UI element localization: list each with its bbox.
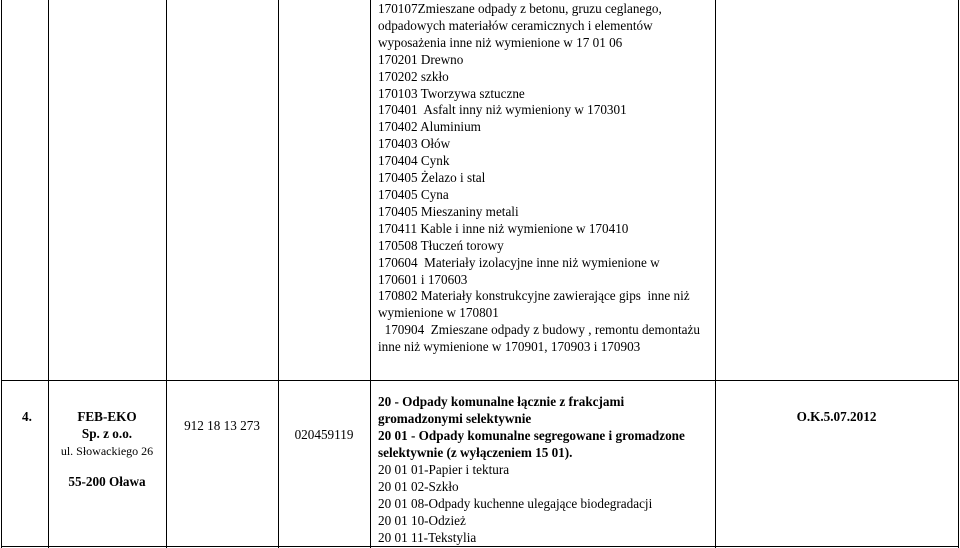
- waste-code-line: 170405 Mieszaniny metali: [378, 203, 519, 219]
- border-col-5: [715, 0, 716, 548]
- waste-code-line: 170904 Zmieszane odpady z budowy , remontu demontażu: [378, 322, 700, 338]
- waste-item-line: 20 01 01-Papier i tektura: [378, 462, 510, 477]
- waste-code-line: 170201 Drewno: [378, 51, 464, 67]
- company-street: ul. Słowackiego 26: [60, 444, 154, 458]
- phone-number: 912 18 13 273: [184, 418, 260, 433]
- waste-code-line: 170508 Tłuczeń torowy: [378, 237, 504, 253]
- waste-code-line: wymienione w 170801: [378, 305, 499, 321]
- waste-item-line: 20 01 10-Odzież: [378, 513, 466, 528]
- waste-code-line: 170202 szkło: [378, 68, 449, 84]
- waste-code-line: 170604 Materiały izolacyjne inne niż wymienione w: [378, 254, 660, 270]
- waste-header-line: selektywnie (z wyłączeniem 15 01).: [378, 445, 573, 460]
- waste-code-line: 170402 Aluminium: [378, 119, 481, 135]
- waste-description: [378, 393, 708, 546]
- waste-code-line: 170411 Kable i inne niż wymienione w 170410: [378, 220, 629, 236]
- border-col-2: [166, 0, 167, 548]
- border-row-bottom: [1, 546, 959, 547]
- waste-header-line: gromadzonymi selektywnie: [378, 411, 532, 426]
- waste-code-line: 170401 Asfalt inny niż wymieniony w 170301: [378, 102, 627, 118]
- company-city: 55-200 Oława: [68, 474, 146, 489]
- waste-code-line: 170107Zmieszane odpady z betonu, gruzu ceglanego,: [378, 1, 662, 16]
- company-form: Sp. z o.o.: [81, 426, 133, 441]
- waste-code-line: 170802 Materiały konstrukcyjne zawierające gips inne niż: [378, 288, 690, 304]
- waste-code-line: odpadowych materiałów ceramicznych i elementów: [378, 17, 653, 33]
- company-name: FEB-EKO: [77, 409, 137, 424]
- waste-code-line: 170103 Tworzywa sztuczne: [378, 85, 525, 101]
- waste-item-line: 20 01 02-Szkło: [378, 479, 459, 494]
- waste-item-line: 20 01 08-Odpady kuchenne ulegające biodegradacji: [378, 496, 653, 511]
- waste-code-line: 170404 Cynk: [378, 153, 450, 169]
- waste-item-line: 20 01 11-Tekstylia: [378, 530, 477, 545]
- border-col-right: [958, 0, 959, 548]
- waste-code-line: 170405 Cyna: [378, 186, 449, 202]
- row-number: 4.: [22, 409, 32, 424]
- border-row-divider: [1, 380, 959, 381]
- registry-number: O.K.5.07.2012: [796, 409, 877, 424]
- border-col-left: [1, 0, 2, 548]
- waste-header-line: 20 - Odpady komunalne łącznie z frakcjami: [378, 394, 625, 409]
- regon-number: 020459119: [294, 427, 354, 442]
- border-col-1: [48, 0, 49, 548]
- border-col-3: [278, 0, 279, 548]
- border-col-4: [370, 0, 371, 548]
- waste-code-line: 170403 Ołów: [378, 136, 451, 152]
- waste-header-line: 20 01 - Odpady komunalne segregowane i gromadzone: [378, 428, 685, 443]
- waste-code-line: wyposażenia inne niż wymienione w 17 01 06: [378, 34, 623, 50]
- waste-code-list: [378, 1, 708, 356]
- waste-code-line: 170601 i 170603: [378, 271, 468, 287]
- waste-code-line: inne niż wymienione w 170901, 170903 i 170903: [378, 339, 641, 355]
- waste-code-line: 170405 Żelazo i stal: [378, 170, 486, 186]
